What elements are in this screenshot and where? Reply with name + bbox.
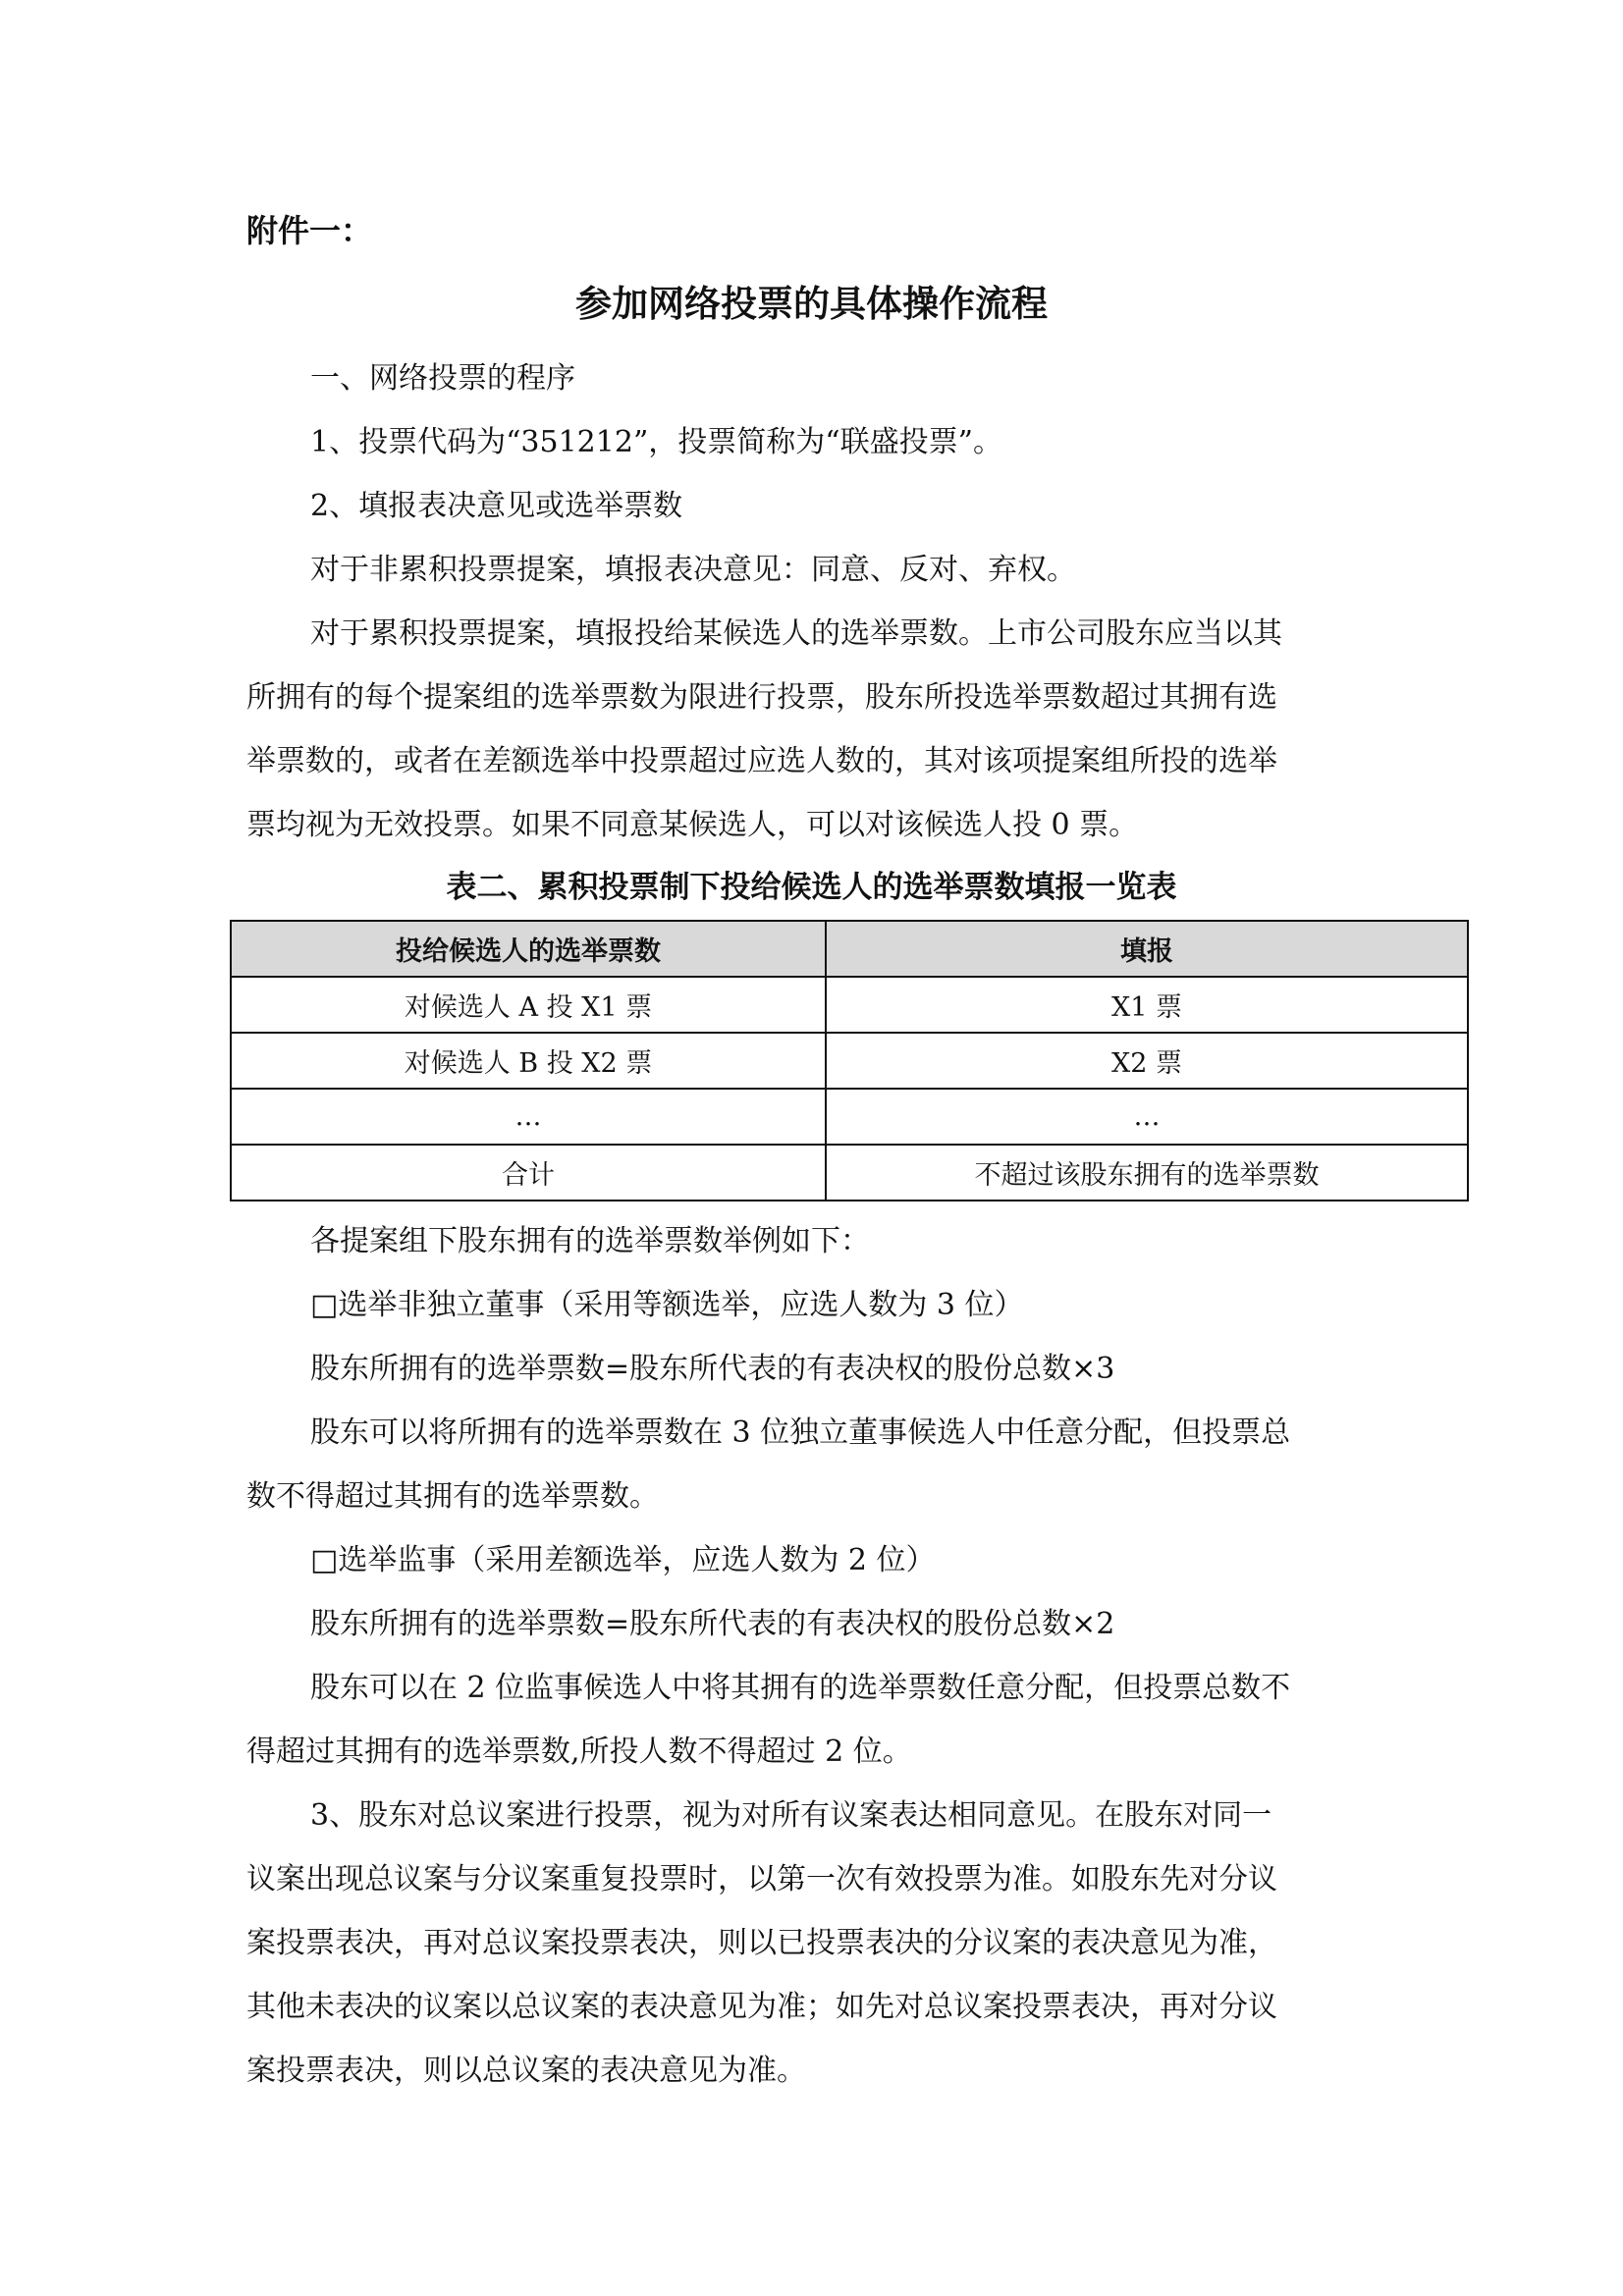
item-3-paragraph-line: 其他未表决的议案以总议案的表决意见为准；如先对总议案投票表决，再对分议 bbox=[246, 1990, 1277, 2024]
director-election-heading: □选举非独立董事（采用等额选举，应选人数为 3 位） bbox=[310, 1288, 1024, 1322]
supervisor-paragraph-line: 得超过其拥有的选举票数,所投人数不得超过 2 位。 bbox=[246, 1735, 912, 1769]
section-heading: 一、网络投票的程序 bbox=[310, 361, 575, 396]
vote-fill-table bbox=[230, 920, 1469, 1201]
item-1-vote-code: 1、投票代码为“351212”，投票简称为“联盛投票”。 bbox=[310, 425, 1002, 459]
table-cell: X2 票 bbox=[826, 1033, 1468, 1089]
cumulative-paragraph-line: 举票数的，或者在差额选举中投票超过应选人数的，其对该项提案组所投的选举 bbox=[246, 744, 1277, 778]
supervisor-paragraph-line: 股东可以在 2 位监事候选人中将其拥有的选举票数任意分配，但投票总数不 bbox=[310, 1671, 1291, 1705]
non-cumulative-paragraph: 对于非累积投票提案，填报表决意见：同意、反对、弃权。 bbox=[310, 553, 1076, 587]
column-header: 投给候选人的选举票数 bbox=[231, 921, 826, 977]
table-cell: X1 票 bbox=[826, 977, 1468, 1033]
table-row bbox=[231, 1145, 1468, 1201]
column-header: 填报 bbox=[826, 921, 1468, 977]
example-intro: 各提案组下股东拥有的选举票数举例如下： bbox=[310, 1224, 870, 1258]
table-caption: 表二、累积投票制下投给候选人的选举票数填报一览表 bbox=[446, 870, 1177, 905]
item-3-paragraph-line: 议案出现总议案与分议案重复投票时，以第一次有效投票为准。如股东先对分议 bbox=[246, 1862, 1277, 1896]
table-row bbox=[231, 1089, 1468, 1145]
cumulative-paragraph-line: 对于累积投票提案，填报投给某候选人的选举票数。上市公司股东应当以其 bbox=[310, 616, 1282, 651]
cumulative-paragraph-line: 所拥有的每个提案组的选举票数为限进行投票，股东所投选举票数超过其拥有选 bbox=[246, 680, 1277, 715]
table-cell: 不超过该股东拥有的选举票数 bbox=[826, 1145, 1468, 1201]
item-3-paragraph-line: 3、股东对总议案进行投票，视为对所有议案表达相同意见。在股东对同一 bbox=[310, 1798, 1272, 1833]
page-title: 参加网络投票的具体操作流程 bbox=[575, 283, 1048, 325]
item-3-paragraph-line: 案投票表决，则以总议案的表决意见为准。 bbox=[246, 2054, 806, 2088]
supervisor-election-heading: □选举监事（采用差额选举，应选人数为 2 位） bbox=[310, 1543, 936, 1577]
item-3-paragraph-line: 案投票表决，再对总议案投票表决，则以已投票表决的分议案的表决意见为准， bbox=[246, 1926, 1277, 1960]
supervisor-vote-formula: 股东所拥有的选举票数=股东所代表的有表决权的股份总数×2 bbox=[310, 1607, 1115, 1641]
table-row bbox=[231, 977, 1468, 1033]
director-vote-formula: 股东所拥有的选举票数=股东所代表的有表决权的股份总数×3 bbox=[310, 1352, 1115, 1386]
director-paragraph-line: 数不得超过其拥有的选举票数。 bbox=[246, 1479, 659, 1514]
table-cell: … bbox=[231, 1089, 826, 1145]
director-paragraph-line: 股东可以将所拥有的选举票数在 3 位独立董事候选人中任意分配，但投票总 bbox=[310, 1415, 1291, 1450]
item-2-heading: 2、填报表决意见或选举票数 bbox=[310, 489, 683, 523]
cumulative-paragraph-line: 票均视为无效投票。如果不同意某候选人，可以对该候选人投 0 票。 bbox=[246, 808, 1139, 842]
table-cell: … bbox=[826, 1089, 1468, 1145]
table-cell: 对候选人 B 投 X2 票 bbox=[231, 1033, 826, 1089]
table-cell: 合计 bbox=[231, 1145, 826, 1201]
table-cell: 对候选人 A 投 X1 票 bbox=[231, 977, 826, 1033]
attachment-label: 附件一： bbox=[246, 212, 373, 249]
table-row bbox=[231, 1033, 1468, 1089]
table-header-row bbox=[231, 921, 1468, 977]
